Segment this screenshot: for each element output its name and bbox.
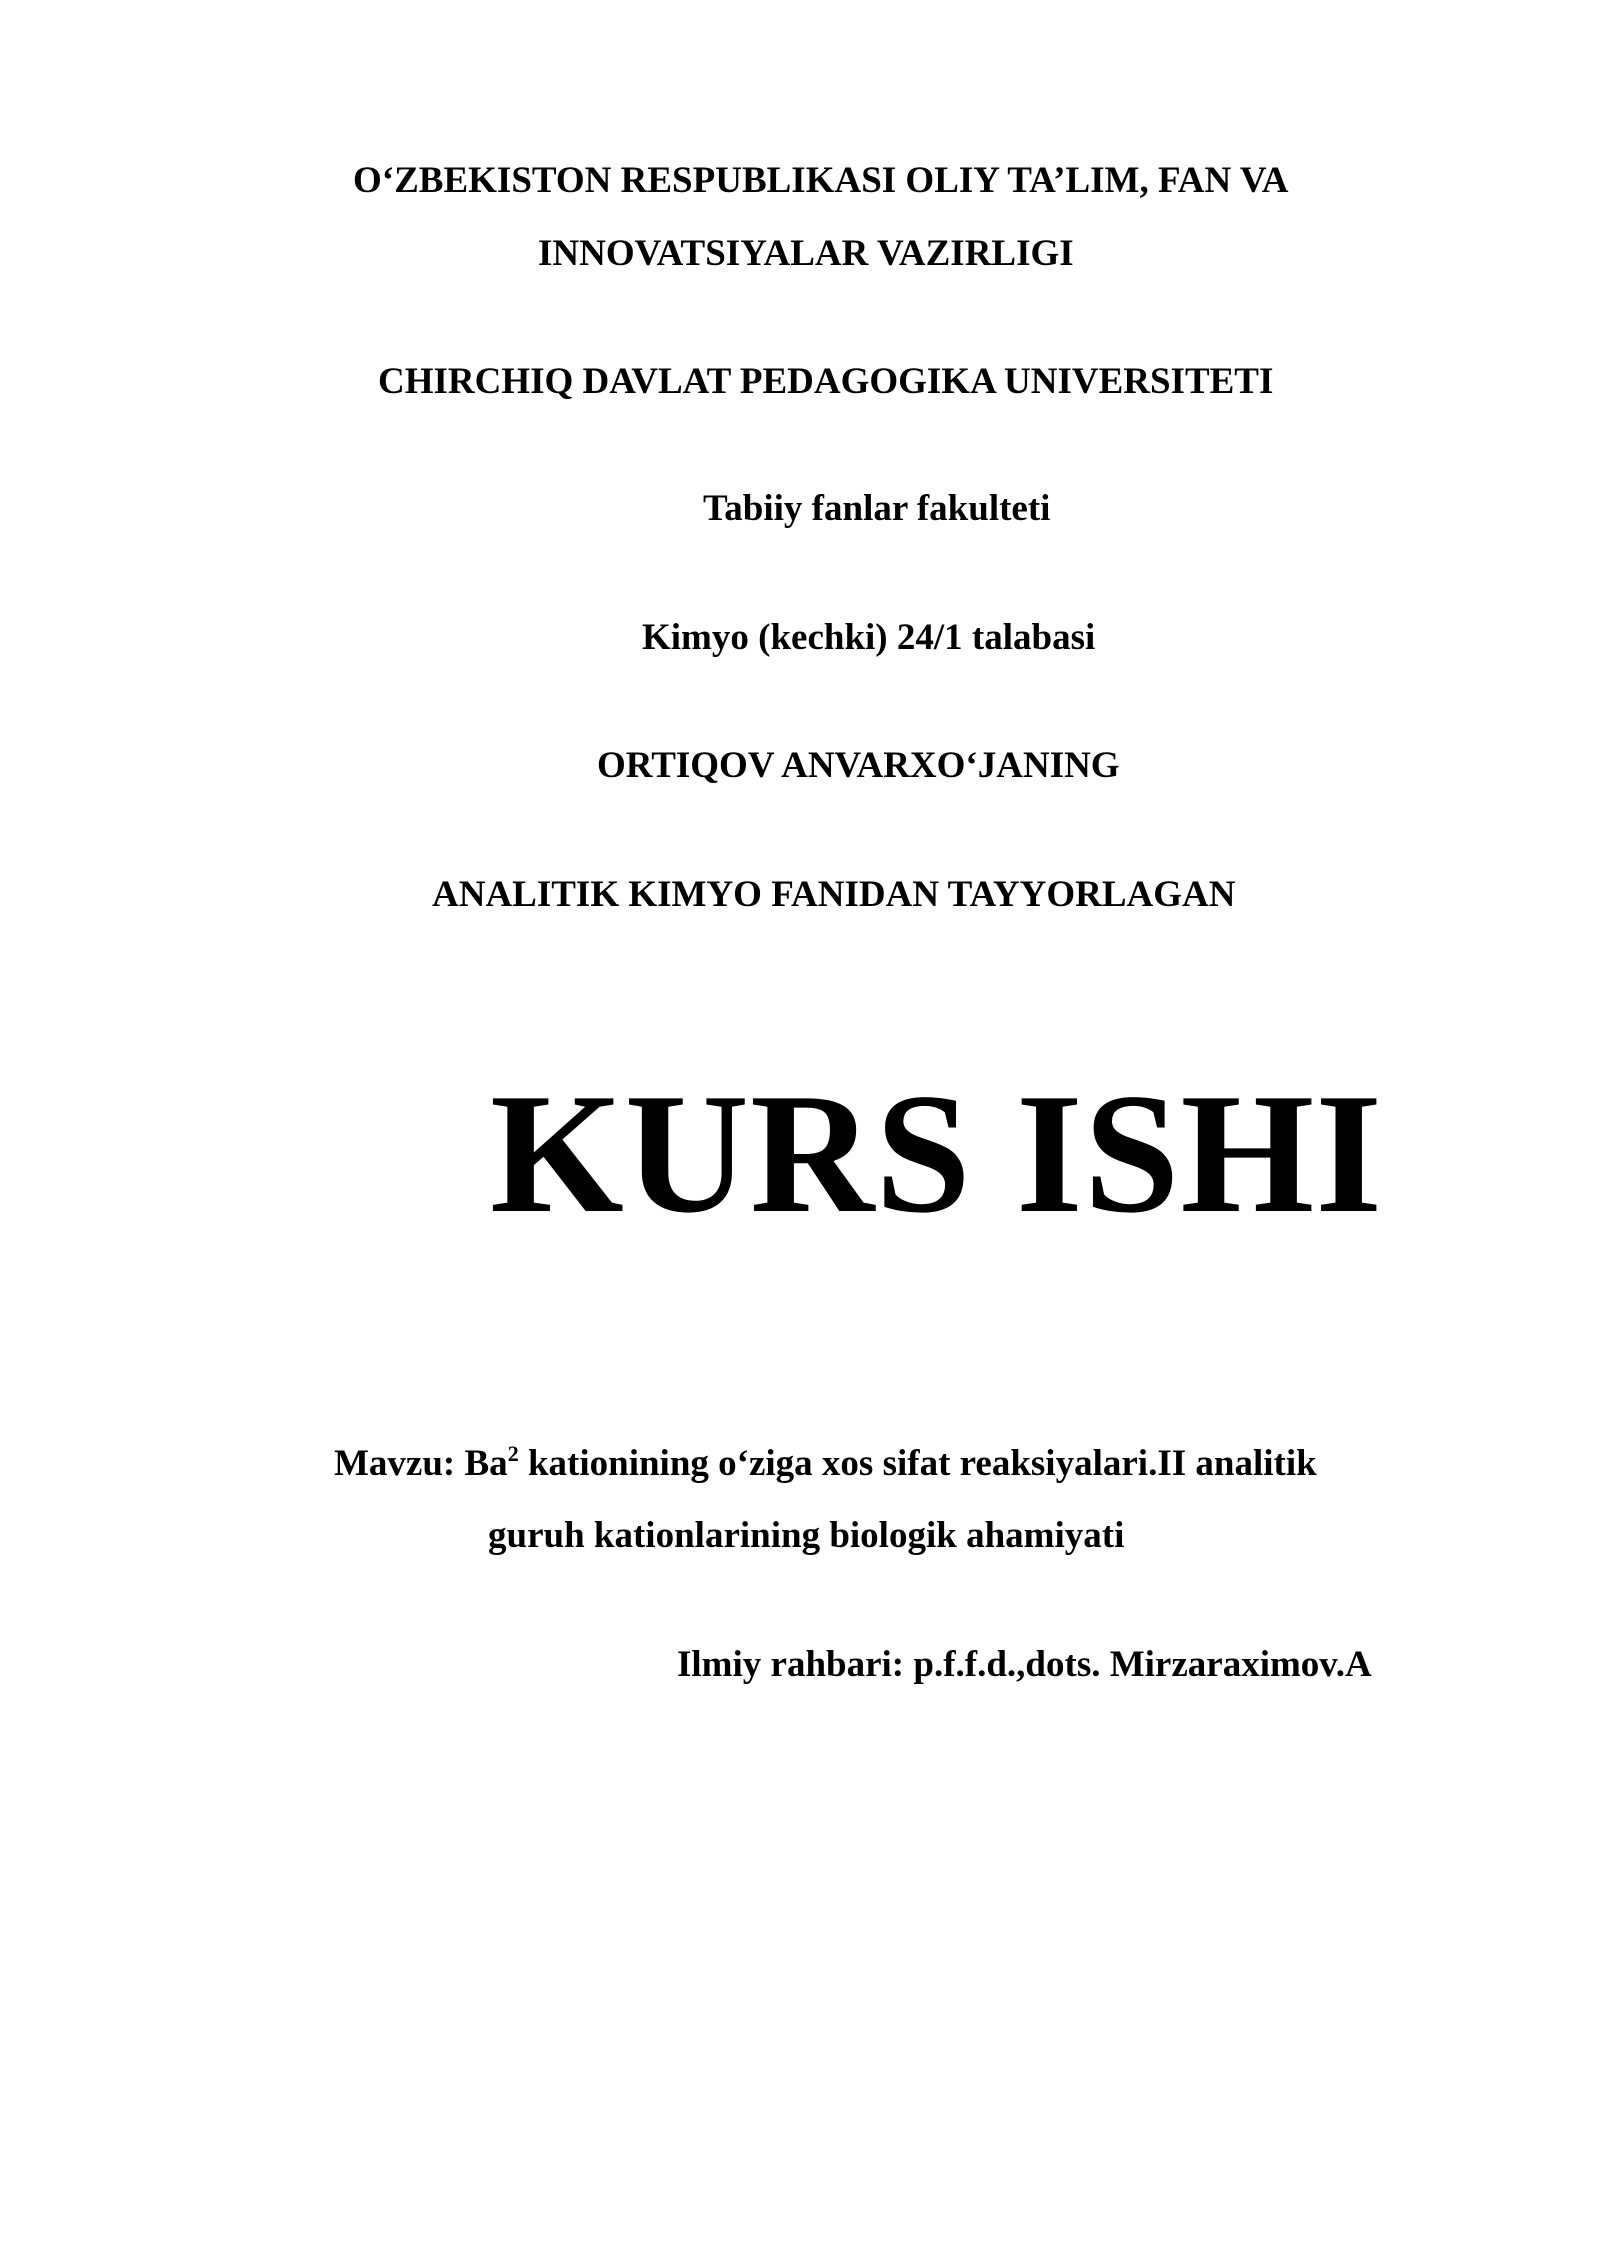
topic-prefix: Mavzu: Ba	[334, 1443, 508, 1484]
topic-superscript: 2	[507, 1441, 519, 1466]
student-name: ORTIQOV ANVARXO‘JANING	[597, 745, 1120, 786]
page-title: KURS ISHI	[490, 1059, 1384, 1249]
group-line: Kimyo (kechki) 24/1 talabasi	[642, 617, 1096, 658]
ministry-line-2: INNOVATSIYALAR VAZIRLIGI	[538, 233, 1074, 274]
topic-line-2: guruh kationlarining biologik ahamiyati	[488, 1515, 1125, 1556]
supervisor-line: Ilmiy rahbari: p.f.f.d.,dots. Mirzaraximov.A	[677, 1644, 1372, 1685]
university-name: CHIRCHIQ DAVLAT PEDAGOGIKA UNIVERSITETI	[378, 361, 1274, 402]
topic-text: kationining o‘ziga xos sifat reaksiyalari.II analitik	[518, 1443, 1317, 1484]
ministry-line-1: O‘ZBEKISTON RESPUBLIKASI OLIY TA’LIM, FAN VA	[353, 160, 1289, 201]
faculty-name: Tabiiy fanlar fakulteti	[703, 488, 1051, 529]
topic-line-1	[334, 1443, 1317, 1482]
subject-line: ANALITIK KIMYO FANIDAN TAYYORLAGAN	[432, 874, 1236, 915]
